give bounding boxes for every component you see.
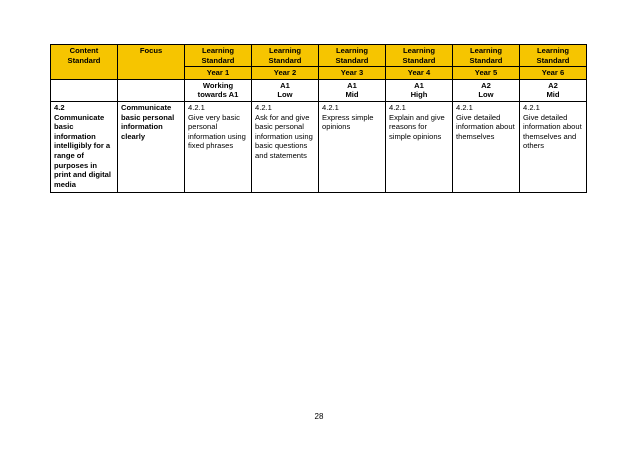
content-standard-text: Communicate basic information intelligibly for a range of purposes in print and digital media bbox=[54, 112, 111, 189]
focus-text: Communicate basic personal information clearly bbox=[121, 102, 175, 141]
header-focus: Focus bbox=[118, 45, 185, 80]
header-learning-standard: Learning Standard bbox=[386, 45, 453, 67]
learning-standard-cell bbox=[185, 101, 252, 192]
standards-table bbox=[50, 44, 587, 193]
year-label: Year 3 bbox=[319, 67, 386, 80]
level-line: A2 bbox=[548, 80, 558, 90]
level-line: Low bbox=[277, 90, 293, 100]
learning-standard-cell bbox=[520, 101, 587, 192]
focus-cell bbox=[118, 101, 185, 192]
learning-standard-code: 4.2.1 bbox=[322, 102, 339, 112]
learning-standard-code: 4.2.1 bbox=[188, 102, 205, 112]
header-learning-standard: Learning Standard bbox=[185, 45, 252, 67]
level-label bbox=[520, 79, 587, 101]
level-line: Working bbox=[202, 80, 234, 90]
learning-standard-code: 4.2.1 bbox=[255, 102, 272, 112]
page-number: 28 bbox=[314, 412, 324, 421]
header-learning-standard: Learning Standard bbox=[453, 45, 520, 67]
level-line: A1 bbox=[280, 80, 290, 90]
level-line: A2 bbox=[481, 80, 491, 90]
learning-standard-cell bbox=[386, 101, 453, 192]
learning-standard-text: Give detailed information about themselves and others bbox=[523, 112, 582, 151]
level-label bbox=[453, 79, 520, 101]
year-label: Year 5 bbox=[453, 67, 520, 80]
level-label bbox=[386, 79, 453, 101]
learning-standard-text: Ask for and give basic personal information using basic questions and statements bbox=[255, 112, 313, 160]
header-row bbox=[51, 45, 587, 67]
header-learning-standard: Learning Standard bbox=[319, 45, 386, 67]
level-label bbox=[185, 79, 252, 101]
learning-standard-cell bbox=[252, 101, 319, 192]
level-label bbox=[252, 79, 319, 101]
learning-standard-code: 4.2.1 bbox=[456, 102, 473, 112]
level-line: Mid bbox=[546, 90, 560, 100]
level-line: Mid bbox=[345, 90, 359, 100]
year-label: Year 2 bbox=[252, 67, 319, 80]
year-label: Year 4 bbox=[386, 67, 453, 80]
learning-standard-text: Express simple opinions bbox=[322, 112, 374, 132]
header-content-standard: Content Standard bbox=[51, 45, 118, 80]
level-line: High bbox=[410, 90, 428, 100]
learning-standard-text: Give detailed information about themselves bbox=[456, 112, 515, 141]
year-label: Year 1 bbox=[185, 67, 252, 80]
level-line: A1 bbox=[347, 80, 357, 90]
header-learning-standard: Learning Standard bbox=[252, 45, 319, 67]
learning-standard-cell bbox=[319, 101, 386, 192]
level-line: towards A1 bbox=[197, 90, 239, 100]
level-line: Low bbox=[478, 90, 494, 100]
year-label: Year 6 bbox=[520, 67, 587, 80]
learning-standard-code: 4.2.1 bbox=[523, 102, 540, 112]
level-line: A1 bbox=[414, 80, 424, 90]
level-row bbox=[51, 79, 587, 101]
learning-standard-code: 4.2.1 bbox=[389, 102, 406, 112]
level-label bbox=[319, 79, 386, 101]
empty-cell bbox=[51, 79, 118, 101]
content-standard-code: 4.2 bbox=[54, 102, 65, 112]
learning-standard-text: Give very basic personal information using fixed phrases bbox=[188, 112, 246, 151]
learning-standard-text: Explain and give reasons for simple opinions bbox=[389, 112, 445, 141]
content-standard-cell bbox=[51, 101, 118, 192]
learning-standard-cell bbox=[453, 101, 520, 192]
empty-cell bbox=[118, 79, 185, 101]
table-row bbox=[51, 101, 587, 192]
header-learning-standard: Learning Standard bbox=[520, 45, 587, 67]
